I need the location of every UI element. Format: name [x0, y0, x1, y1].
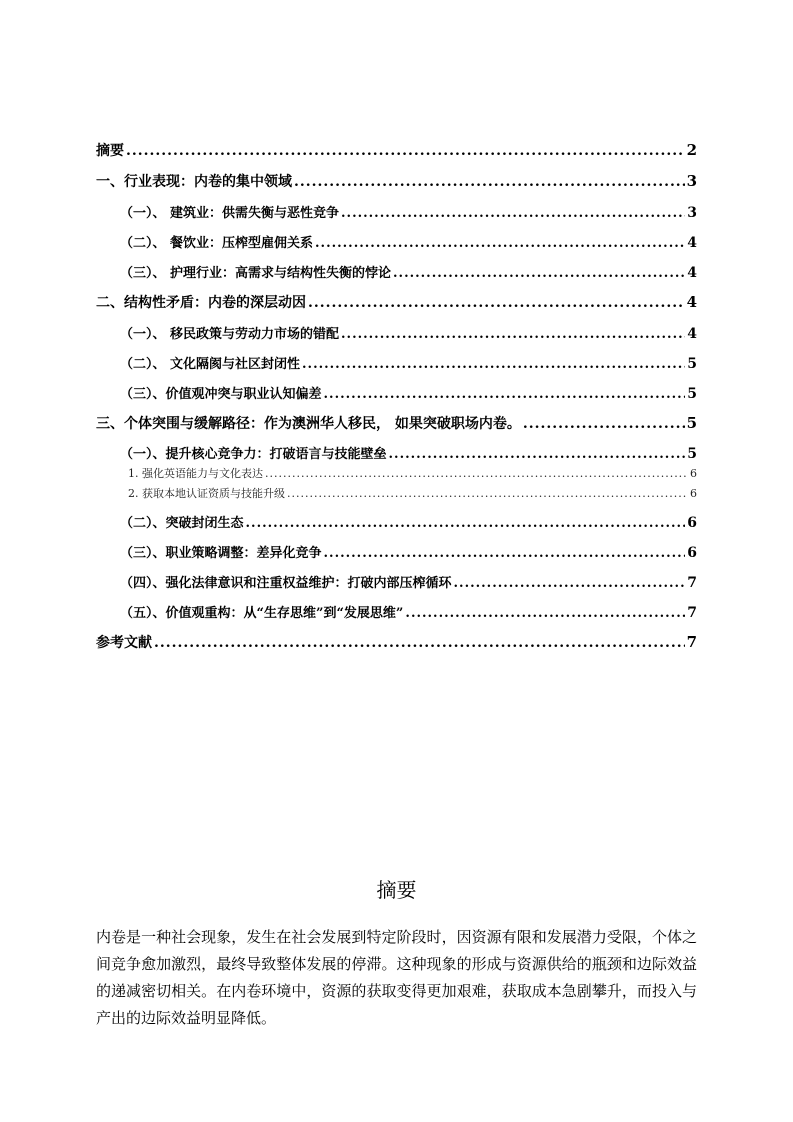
toc-entry-title: 参考文献 — [96, 635, 152, 651]
toc-entry[interactable] — [96, 632, 697, 652]
toc-leader — [246, 516, 686, 531]
toc-entry-page: 6 — [687, 545, 697, 561]
toc-leader — [454, 576, 686, 591]
toc-entry-title: （二）、 文化隔阂与社区封闭性 — [120, 357, 301, 372]
toc-entry-page: 4 — [686, 293, 697, 311]
toc-leader — [154, 635, 685, 651]
toc-leader — [341, 327, 685, 342]
toc-entry-page: 6 — [687, 515, 697, 531]
toc-entry-title: （一）、 建筑业：供需失衡与恶性竞争 — [120, 206, 340, 221]
toc-leader — [308, 295, 685, 311]
toc-entry[interactable] — [96, 353, 697, 372]
toc-entry-title: 摘要 — [96, 143, 124, 159]
toc-entry-title: （二）、突破封闭生态 — [120, 516, 244, 531]
toc-entry-title: （三）、职业策略调整：差异化竞争 — [120, 546, 322, 561]
toc-entry[interactable] — [96, 323, 697, 342]
toc-entry-title: 一、行业表现：内卷的集中领域 — [96, 174, 292, 190]
toc-leader — [126, 143, 685, 159]
toc-leader — [341, 206, 685, 221]
toc-entry-page: 6 — [690, 487, 697, 500]
toc-entry[interactable] — [96, 171, 697, 191]
toc-leader — [287, 487, 688, 500]
toc-entry-page: 5 — [687, 446, 697, 462]
toc-entry[interactable] — [96, 512, 697, 531]
toc-entry-page: 4 — [687, 265, 697, 281]
toc-entry-page: 3 — [686, 172, 697, 190]
toc-entry-page: 7 — [686, 633, 697, 651]
toc-entry-title: （四）、强化法律意识和注重权益维护：打破内部压榨循环 — [120, 576, 452, 591]
toc-entry-page: 7 — [687, 605, 697, 621]
toc-entry-title: （五）、价值观重构：从“生存思维”到“发展思维” — [120, 606, 404, 621]
toc-leader — [389, 447, 686, 462]
toc-entry[interactable] — [96, 383, 697, 402]
toc-entry[interactable] — [96, 262, 697, 281]
toc-entry-page: 2 — [686, 141, 697, 159]
toc-entry[interactable] — [96, 232, 697, 251]
toc-leader — [324, 387, 686, 402]
toc-entry-title: 1. 强化英语能力与文化表达 — [128, 467, 263, 480]
toc-entry-title: （二）、 餐饮业：压榨型雇佣关系 — [120, 236, 314, 251]
toc-leader — [302, 357, 685, 372]
toc-entry-title: 二、结构性矛盾：内卷的深层动因 — [96, 295, 306, 311]
toc-entry[interactable] — [96, 542, 697, 561]
toc-leader — [324, 546, 686, 561]
toc-leader — [294, 174, 685, 190]
toc-entry-page: 5 — [687, 356, 697, 372]
toc-entry-page: 5 — [687, 386, 697, 402]
toc-leader — [523, 416, 685, 432]
toc-entry[interactable] — [96, 292, 697, 312]
toc-entry[interactable] — [96, 140, 697, 160]
toc-entry[interactable] — [96, 443, 697, 462]
toc-entry[interactable] — [96, 572, 697, 591]
toc-entry-title: （一）、 移民政策与劳动力市场的错配 — [120, 327, 340, 342]
toc-leader — [393, 266, 685, 281]
toc-entry-page: 4 — [687, 326, 697, 342]
toc-leader — [315, 236, 685, 251]
toc-entry-page: 6 — [690, 467, 697, 480]
toc-entry[interactable] — [96, 485, 697, 501]
toc-entry-title: （三）、价值观冲突与职业认知偏差 — [120, 387, 322, 402]
toc-entry-title: 2. 获取本地认证资质与技能升级 — [128, 487, 285, 500]
abstract-heading: 摘要 — [376, 878, 417, 902]
toc-entry-page: 7 — [687, 575, 697, 591]
abstract-body: 内卷是一种社会现象，发生在社会发展到特定阶段时，因资源有限和发展潜力受限，个体之间竞争愈加激烈，最终导致整体发展的停滞。这种现象的形成与资源供给的瓶颈和边际效益的递减密切相关。在内卷环境中，资源的获取变得更加艰难，获取成本急剧攀升，而投入与产出的边际效益明显降低。 — [96, 928, 697, 1027]
toc-entry-title: 三、个体突围与缓解路径：作为澳洲华人移民， 如果突破职场内卷。 — [96, 416, 521, 432]
toc-leader — [265, 467, 688, 480]
toc-leader — [405, 606, 685, 621]
toc-entry[interactable] — [96, 602, 697, 621]
toc-entry[interactable] — [96, 465, 697, 481]
toc-entry-page: 5 — [686, 414, 697, 432]
toc-entry-page: 3 — [687, 205, 697, 221]
toc-entry-page: 4 — [687, 235, 697, 251]
toc-entry[interactable] — [96, 413, 697, 433]
toc-entry-title: （一）、提升核心竞争力：打破语言与技能壁垒 — [120, 447, 387, 462]
toc-entry[interactable] — [96, 202, 697, 221]
toc-entry-title: （三）、 护理行业：高需求与结构性失衡的悖论 — [120, 266, 392, 281]
